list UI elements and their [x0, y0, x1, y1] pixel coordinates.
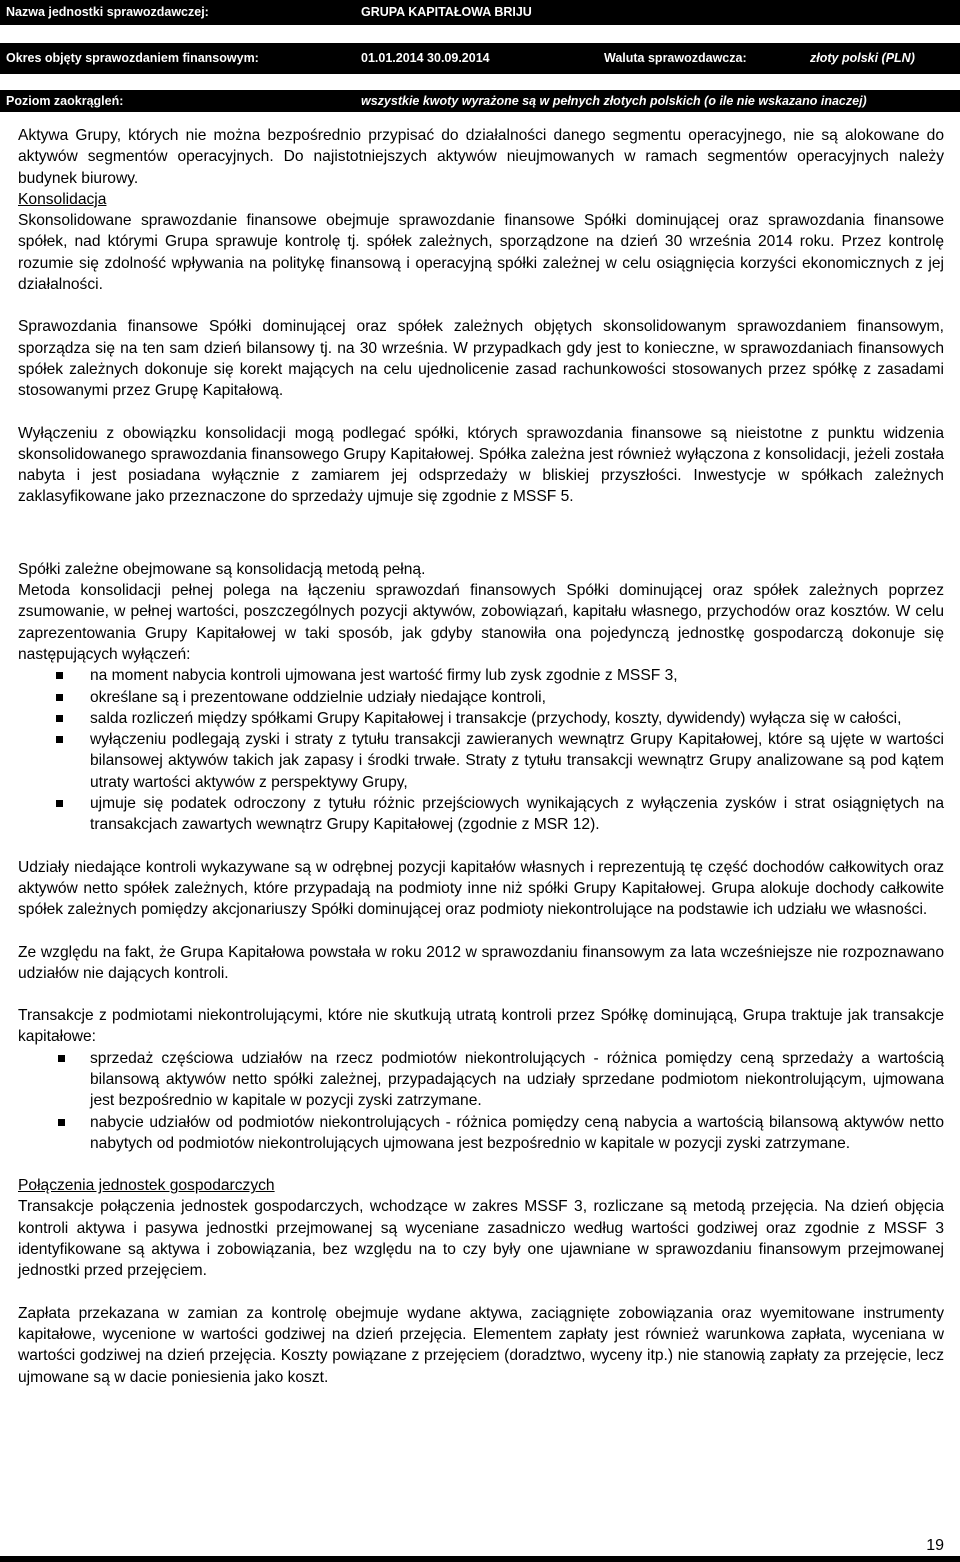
list-item: ujmuje się podatek odroczony z tytułu różnic przejściowych wynikających z wyłączenia zysków i strat osiągniętych na transakcjach zawartych wewnątrz Grupy Kapitałowej (zgodnie z MSR 12).	[18, 793, 944, 836]
footer-bar	[0, 1556, 960, 1562]
paragraph-consolidation-scope: Skonsolidowane sprawozdanie finansowe obejmuje sprawozdanie finansowe Spółki dominującej oraz sprawozdania finansowe spółek, nad którymi Grupa sprawuje kontrolę tj. spółek zależnych, sporządzone na dzień 30 września 2014 roku. Przez kontrolę rozumie się zdolność wpływania na politykę finansową i operacyjną spółki zależnej w celu osiągnięcia korzyści ekonomicznych z jej działalności.	[18, 212, 944, 294]
paragraph-exclusions: Wyłączeniu z obowiązku konsolidacji mogą podlegać spółki, których sprawozdania finansowe są nieistotne z punktu widzenia skonsolidowanego sprawozdania finansowego Grupy Kapitałowej. Spółka zależna jest również wyłączona z konsolidacji, jeżeli została nabyta i jest posiadana wyłącznie z zamiarem jej odsprzedaży w bliskiej przyszłości. Inwestycje w spółkach zależnych zaklasyfikowane jako przeznaczone do sprzedaży ujmuje się zgodnie z MSSF 5.	[18, 424, 944, 506]
list-item: na moment nabycia kontroli ujmowana jest wartość firmy lub zysk zgodnie z MSSF 3,	[18, 665, 944, 686]
paragraph-full-method-details: Metoda konsolidacji pełnej polega na łączeniu sprawozdań finansowych Spółki dominującej oraz spółek zależnych poprzez zsumowanie, w pełnej wartości, poszczególnych pozycji aktywów, zobowiązań, kapitału własnego, przychodów oraz kosztów. W celu zaprezentowania Grupy Kapitałowej w taki sposób, jak gdyby stanowiła ona pojedynczą jednostkę gospodarczą dokonuje się następujących wyłączeń:	[18, 582, 944, 663]
list-item: określane są i prezentowane oddzielnie udziały niedające kontroli,	[18, 687, 944, 708]
period-value: 01.01.2014 30.09.2014	[361, 51, 490, 65]
header-row-entity	[0, 0, 960, 25]
section-heading-konsolidacja: Konsolidacja	[18, 190, 107, 208]
entity-label: Nazwa jednostki sprawozdawczej:	[6, 5, 209, 19]
page-number: 19	[926, 1537, 944, 1554]
list-item: sprzedaż częściowa udziałów na rzecz podmiotów niekontrolujących - różnica pomiędzy ceną sprzedaży a wartością bilansową aktywów netto spółki zależnej, przypadających na udziały sprzedane podmiotom niekontrolującym, ujmowana jest bezpośrednio w kapitale w pozycji zyski zatrzymane.	[18, 1048, 944, 1112]
paragraph-consideration: Zapłata przekazana w zamian za kontrolę obejmuje wydane aktywa, zaciągnięte zobowiązania oraz wyemitowane instrumenty kapitałowe, wycenione w wartości godziwej na dzień przejęcia. Elementem zapłaty jest również warunkowa zapłata, wyceniana w wartości godziwej na dzień przejęcia. Koszty powiązane z przejęciem (doradztwo, wyceny itp.) nie stanowią zapłaty za przejęcie, lecz ujmowane są w dacie poniesienia jako koszt.	[18, 1304, 944, 1386]
rounding-label: Poziom zaokrągleń:	[6, 94, 124, 108]
currency-value: złoty polski (PLN)	[810, 51, 915, 65]
period-label: Okres objęty sprawozdaniem finansowym:	[6, 51, 259, 65]
paragraph-capital-transactions: Transakcje z podmiotami niekontrolującymi, które nie skutkują utratą kontroli przez Spółkę dominującą, Grupa traktuje jak transakcje kapitałowe:	[18, 1007, 944, 1046]
list-item: salda rozliczeń między spółkami Grupy Kapitałowej i transakcje (przychody, koszty, dywidendy) wyłącza się w całości,	[18, 708, 944, 729]
list-item: nabycie udziałów od podmiotów niekontrolujących - różnica pomiędzy ceną nabycia a wartością bilansową aktywów netto nabytych od podmiotów niekontrolujących ujmowana jest bezpośrednio w kapitale w pozycji zyski zatrzymane.	[18, 1112, 944, 1155]
header-row-period	[0, 43, 960, 74]
rounding-value: wszystkie kwoty wyrażone są w pełnych złotych polskich (o ile nie wskazano inaczej)	[361, 94, 867, 108]
paragraph-segment-assets: Aktywa Grupy, których nie można bezpośrednio przypisać do działalności danego segmentu operacyjnego, nie są alokowane do aktywów segmentów operacyjnych. Do najistotniejszych aktywów nieujmowanych w ramach segmentów operacyjnych należy budynek biurowy.	[18, 127, 944, 187]
paragraph-group-founded: Ze względu na fakt, że Grupa Kapitałowa powstała w roku 2012 w sprawozdaniu finansowym za lata wcześniejsze nie rozpoznawano udziałów nie dających kontroli.	[18, 943, 944, 982]
paragraph-business-combinations: Transakcje połączenia jednostek gospodarczych, wchodzące w zakres MSSF 3, rozliczane są metodą przejęcia. Na dzień objęcia kontroli aktywa i pasywa jednostki przejmowanej są wyceniane zasadniczo według wartości godziwej oraz zgodnie z MSSF 3 identyfikowane są aktywa i zobowiązania, bez względu na to czy były one ujawniane w sprawozdaniu finansowym przejmowanej jednostki przed przejęciem.	[18, 1198, 944, 1280]
section-heading-polaczenia: Połączenia jednostek gospodarczych	[18, 1177, 275, 1195]
paragraph-reporting-date: Sprawozdania finansowe Spółki dominującej oraz spółek zależnych objętych skonsolidowanym sprawozdaniem finansowym, sporządza się na ten sam dzień bilansowy tj. na 30 września. W przypadkach gdy jest to konieczne, w sprawozdaniach finansowych spółek zależnych dokonuje się korekt mających na celu ujednolicenie zasad rachunkowości stosowanych przez spółkę z zasadami stosowanymi przez Grupę Kapitałową.	[18, 318, 944, 400]
paragraph-full-method: Spółki zależne obejmowane są konsolidacją metodą pełną.	[18, 560, 426, 578]
document-body	[18, 125, 944, 1388]
paragraph-non-controlling: Udziały niedające kontroli wykazywane są w odrębnej pozycji kapitałów własnych i reprezentują tę część dochodów całkowitych oraz aktywów netto spółek zależnych, które przypadają na podmioty inne niż spółki Grupy Kapitałowej. Grupa alokuje dochody całkowite spółek zależnych pomiędzy akcjonariuszy Spółki dominującej oraz podmioty niekontrolujące na podstawie ich udziału we własności.	[18, 858, 944, 919]
elimination-list	[18, 665, 944, 835]
currency-label: Waluta sprawozdawcza:	[604, 51, 747, 65]
capital-transactions-list	[18, 1048, 944, 1154]
header-row-rounding	[0, 90, 960, 112]
entity-value: GRUPA KAPITAŁOWA BRIJU	[361, 5, 532, 19]
list-item: wyłączeniu podlegają zyski i straty z tytułu transakcji zawieranych wewnątrz Grupy Kapitałowej, które są ujęte w wartości bilansowej aktywów takich jak zapasy i środki trwałe. Straty z tytułu transakcji wewnątrz Grupy analizowane są pod kątem utraty wartości aktywów z perspektywy Grupy,	[18, 729, 944, 793]
